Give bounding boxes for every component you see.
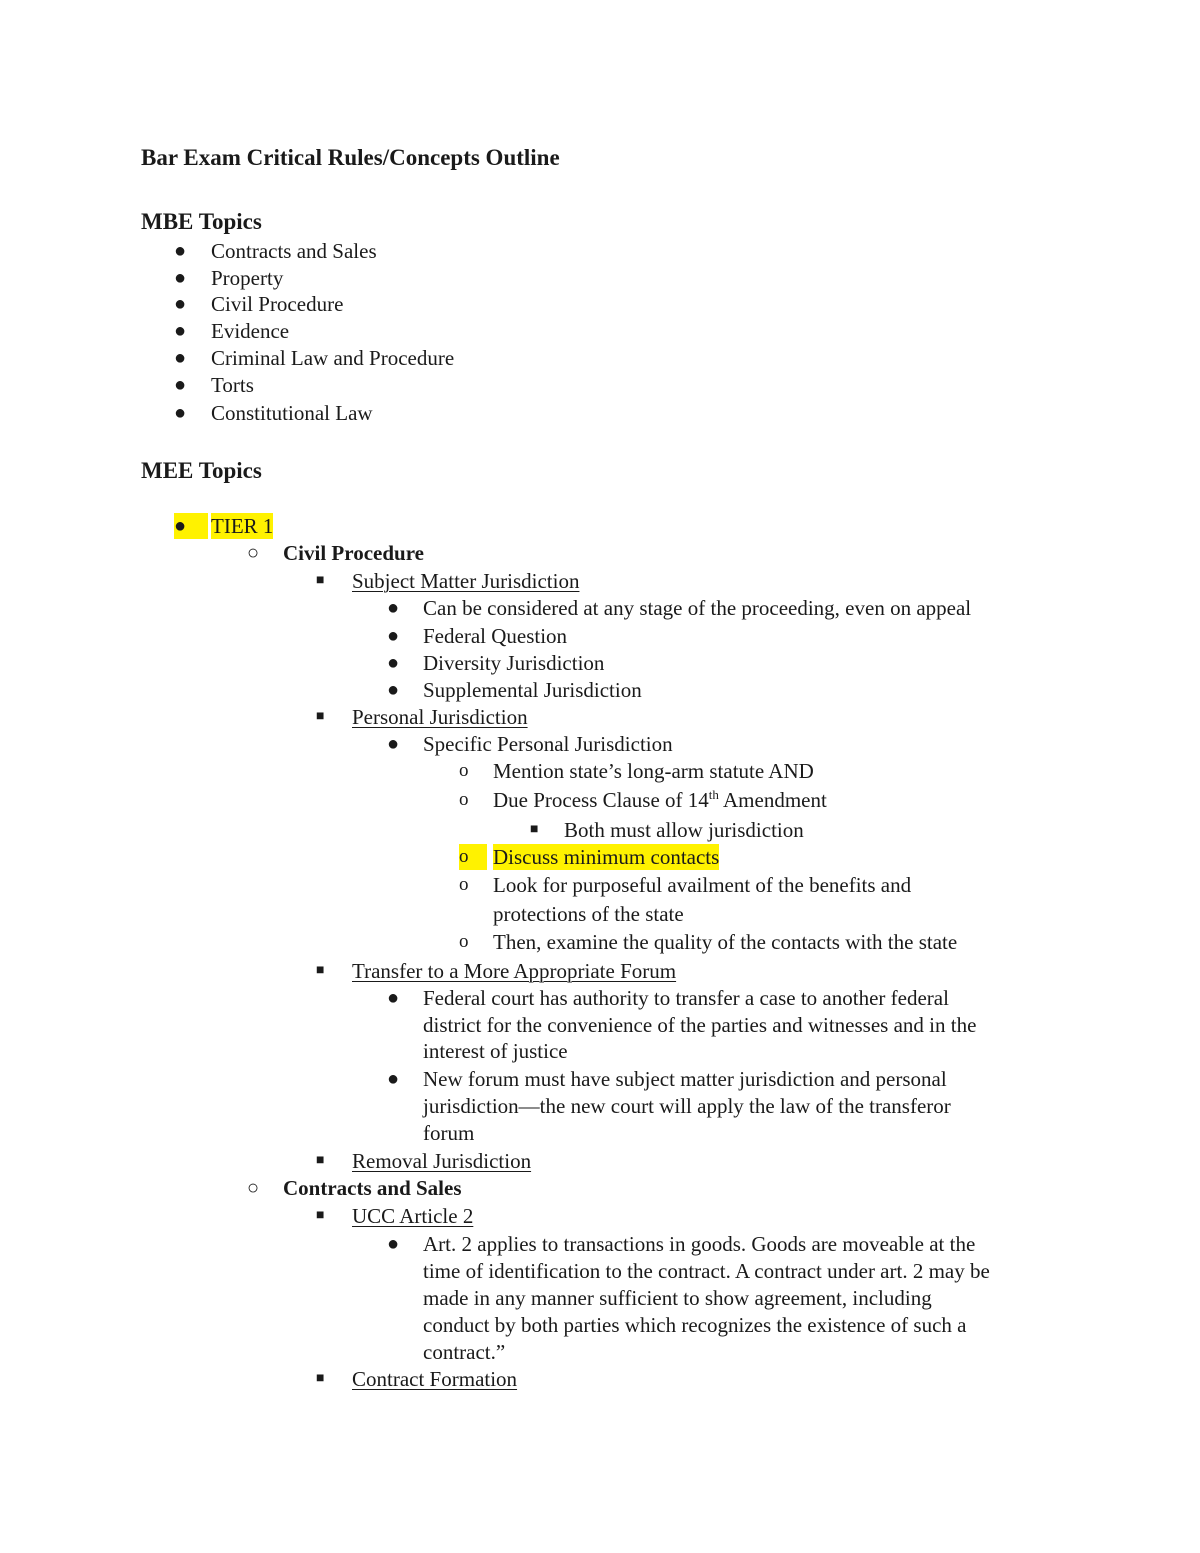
bullet-icon: ● xyxy=(174,402,187,424)
subtopic-formation: Contract Formation xyxy=(352,1367,518,1391)
bullet-icon: ● xyxy=(174,320,187,342)
mbe-item: Torts xyxy=(211,373,254,397)
bullet-icon: ● xyxy=(387,1068,400,1090)
list-item-continued: conduct by both parties which recognizes the existence of such a xyxy=(423,1313,967,1337)
bullet-icon: ● xyxy=(174,347,187,369)
list-item: Art. 2 applies to transactions in goods. Goods are moveable at the xyxy=(423,1232,976,1256)
list-item: Supplemental Jurisdiction xyxy=(423,678,642,702)
list-item-continued: forum xyxy=(423,1121,475,1145)
list-item-highlighted: Discuss minimum contacts xyxy=(493,845,720,869)
subtopic-transfer: Transfer to a More Appropriate Forum xyxy=(352,959,677,983)
bullet-icon: ● xyxy=(174,293,187,315)
tier-label: TIER 1 xyxy=(211,514,274,538)
list-item-continued: time of identification to the contract. A contract under art. 2 may be xyxy=(423,1259,990,1283)
list-item-continued: jurisdiction—the new court will apply the law of the transferor xyxy=(423,1094,951,1118)
topic-contracts-sales: Contracts and Sales xyxy=(283,1176,462,1200)
list-item-continued: district for the convenience of the parties and witnesses and in the xyxy=(423,1013,977,1037)
bullet-icon: ● xyxy=(174,374,187,396)
bullet-icon: ● xyxy=(387,733,400,755)
mbe-heading: MBE Topics xyxy=(141,209,262,234)
topic-civil-procedure: Civil Procedure xyxy=(283,541,424,565)
square-bullet-icon: ■ xyxy=(316,573,325,588)
text-part: Amendment xyxy=(718,788,827,812)
o-bullet-icon: o xyxy=(459,874,469,895)
list-item: New forum must have subject matter jurisdiction and personal xyxy=(423,1067,947,1091)
list-item: Mention state’s long-arm statute AND xyxy=(493,759,814,783)
square-bullet-icon: ■ xyxy=(316,1371,325,1386)
list-item-continued: interest of justice xyxy=(423,1039,568,1063)
square-bullet-icon: ■ xyxy=(316,963,325,978)
list-item: Can be considered at any stage of the proceeding, even on appeal xyxy=(423,596,972,620)
mbe-item: Evidence xyxy=(211,319,290,343)
text-part: Due Process Clause of 14 xyxy=(493,788,709,812)
subtopic-pj: Personal Jurisdiction xyxy=(352,705,528,729)
circle-bullet-icon: ○ xyxy=(247,542,260,564)
square-bullet-icon: ■ xyxy=(316,1208,325,1223)
list-item: Specific Personal Jurisdiction xyxy=(423,732,673,756)
bullet-icon: ● xyxy=(387,652,400,674)
bullet-icon: ● xyxy=(387,987,400,1009)
list-item-continued: made in any manner sufficient to show agreement, including xyxy=(423,1286,932,1310)
list-item: Then, examine the quality of the contacts with the state xyxy=(493,930,958,954)
mbe-item: Criminal Law and Procedure xyxy=(211,346,455,370)
square-bullet-icon: ■ xyxy=(316,1153,325,1168)
subtopic-ucc: UCC Article 2 xyxy=(352,1204,474,1228)
mbe-item: Property xyxy=(211,266,284,290)
list-item-continued: protections of the state xyxy=(493,902,684,926)
list-item: Look for purposeful availment of the benefits and xyxy=(493,873,912,897)
o-bullet-icon: o xyxy=(459,844,487,870)
mbe-item: Civil Procedure xyxy=(211,292,344,316)
bullet-icon: ● xyxy=(387,625,400,647)
bullet-icon: ● xyxy=(174,513,208,539)
list-item: Federal court has authority to transfer a case to another federal xyxy=(423,986,949,1010)
list-item: Both must allow jurisdiction xyxy=(564,818,804,842)
subtopic-removal: Removal Jurisdiction xyxy=(352,1149,532,1173)
bullet-icon: ● xyxy=(387,597,400,619)
bullet-icon: ● xyxy=(387,679,400,701)
mee-heading: MEE Topics xyxy=(141,458,262,483)
bullet-icon: ● xyxy=(387,1233,400,1255)
list-item xyxy=(493,787,827,813)
bullet-icon: ● xyxy=(174,267,187,289)
subtopic-smj: Subject Matter Jurisdiction xyxy=(352,569,580,593)
document-title: Bar Exam Critical Rules/Concepts Outline xyxy=(141,145,560,170)
list-item-continued: contract.” xyxy=(423,1340,506,1364)
o-bullet-icon: o xyxy=(459,760,469,781)
o-bullet-icon: o xyxy=(459,789,469,810)
mbe-item: Constitutional Law xyxy=(211,401,373,425)
bullet-icon: ● xyxy=(174,240,187,262)
square-bullet-icon: ■ xyxy=(530,822,539,837)
o-bullet-icon: o xyxy=(459,931,469,952)
square-bullet-icon: ■ xyxy=(316,709,325,724)
mbe-item: Contracts and Sales xyxy=(211,239,377,263)
list-item: Federal Question xyxy=(423,624,568,648)
superscript: th xyxy=(708,787,719,802)
list-item: Diversity Jurisdiction xyxy=(423,651,605,675)
circle-bullet-icon: ○ xyxy=(247,1177,260,1199)
